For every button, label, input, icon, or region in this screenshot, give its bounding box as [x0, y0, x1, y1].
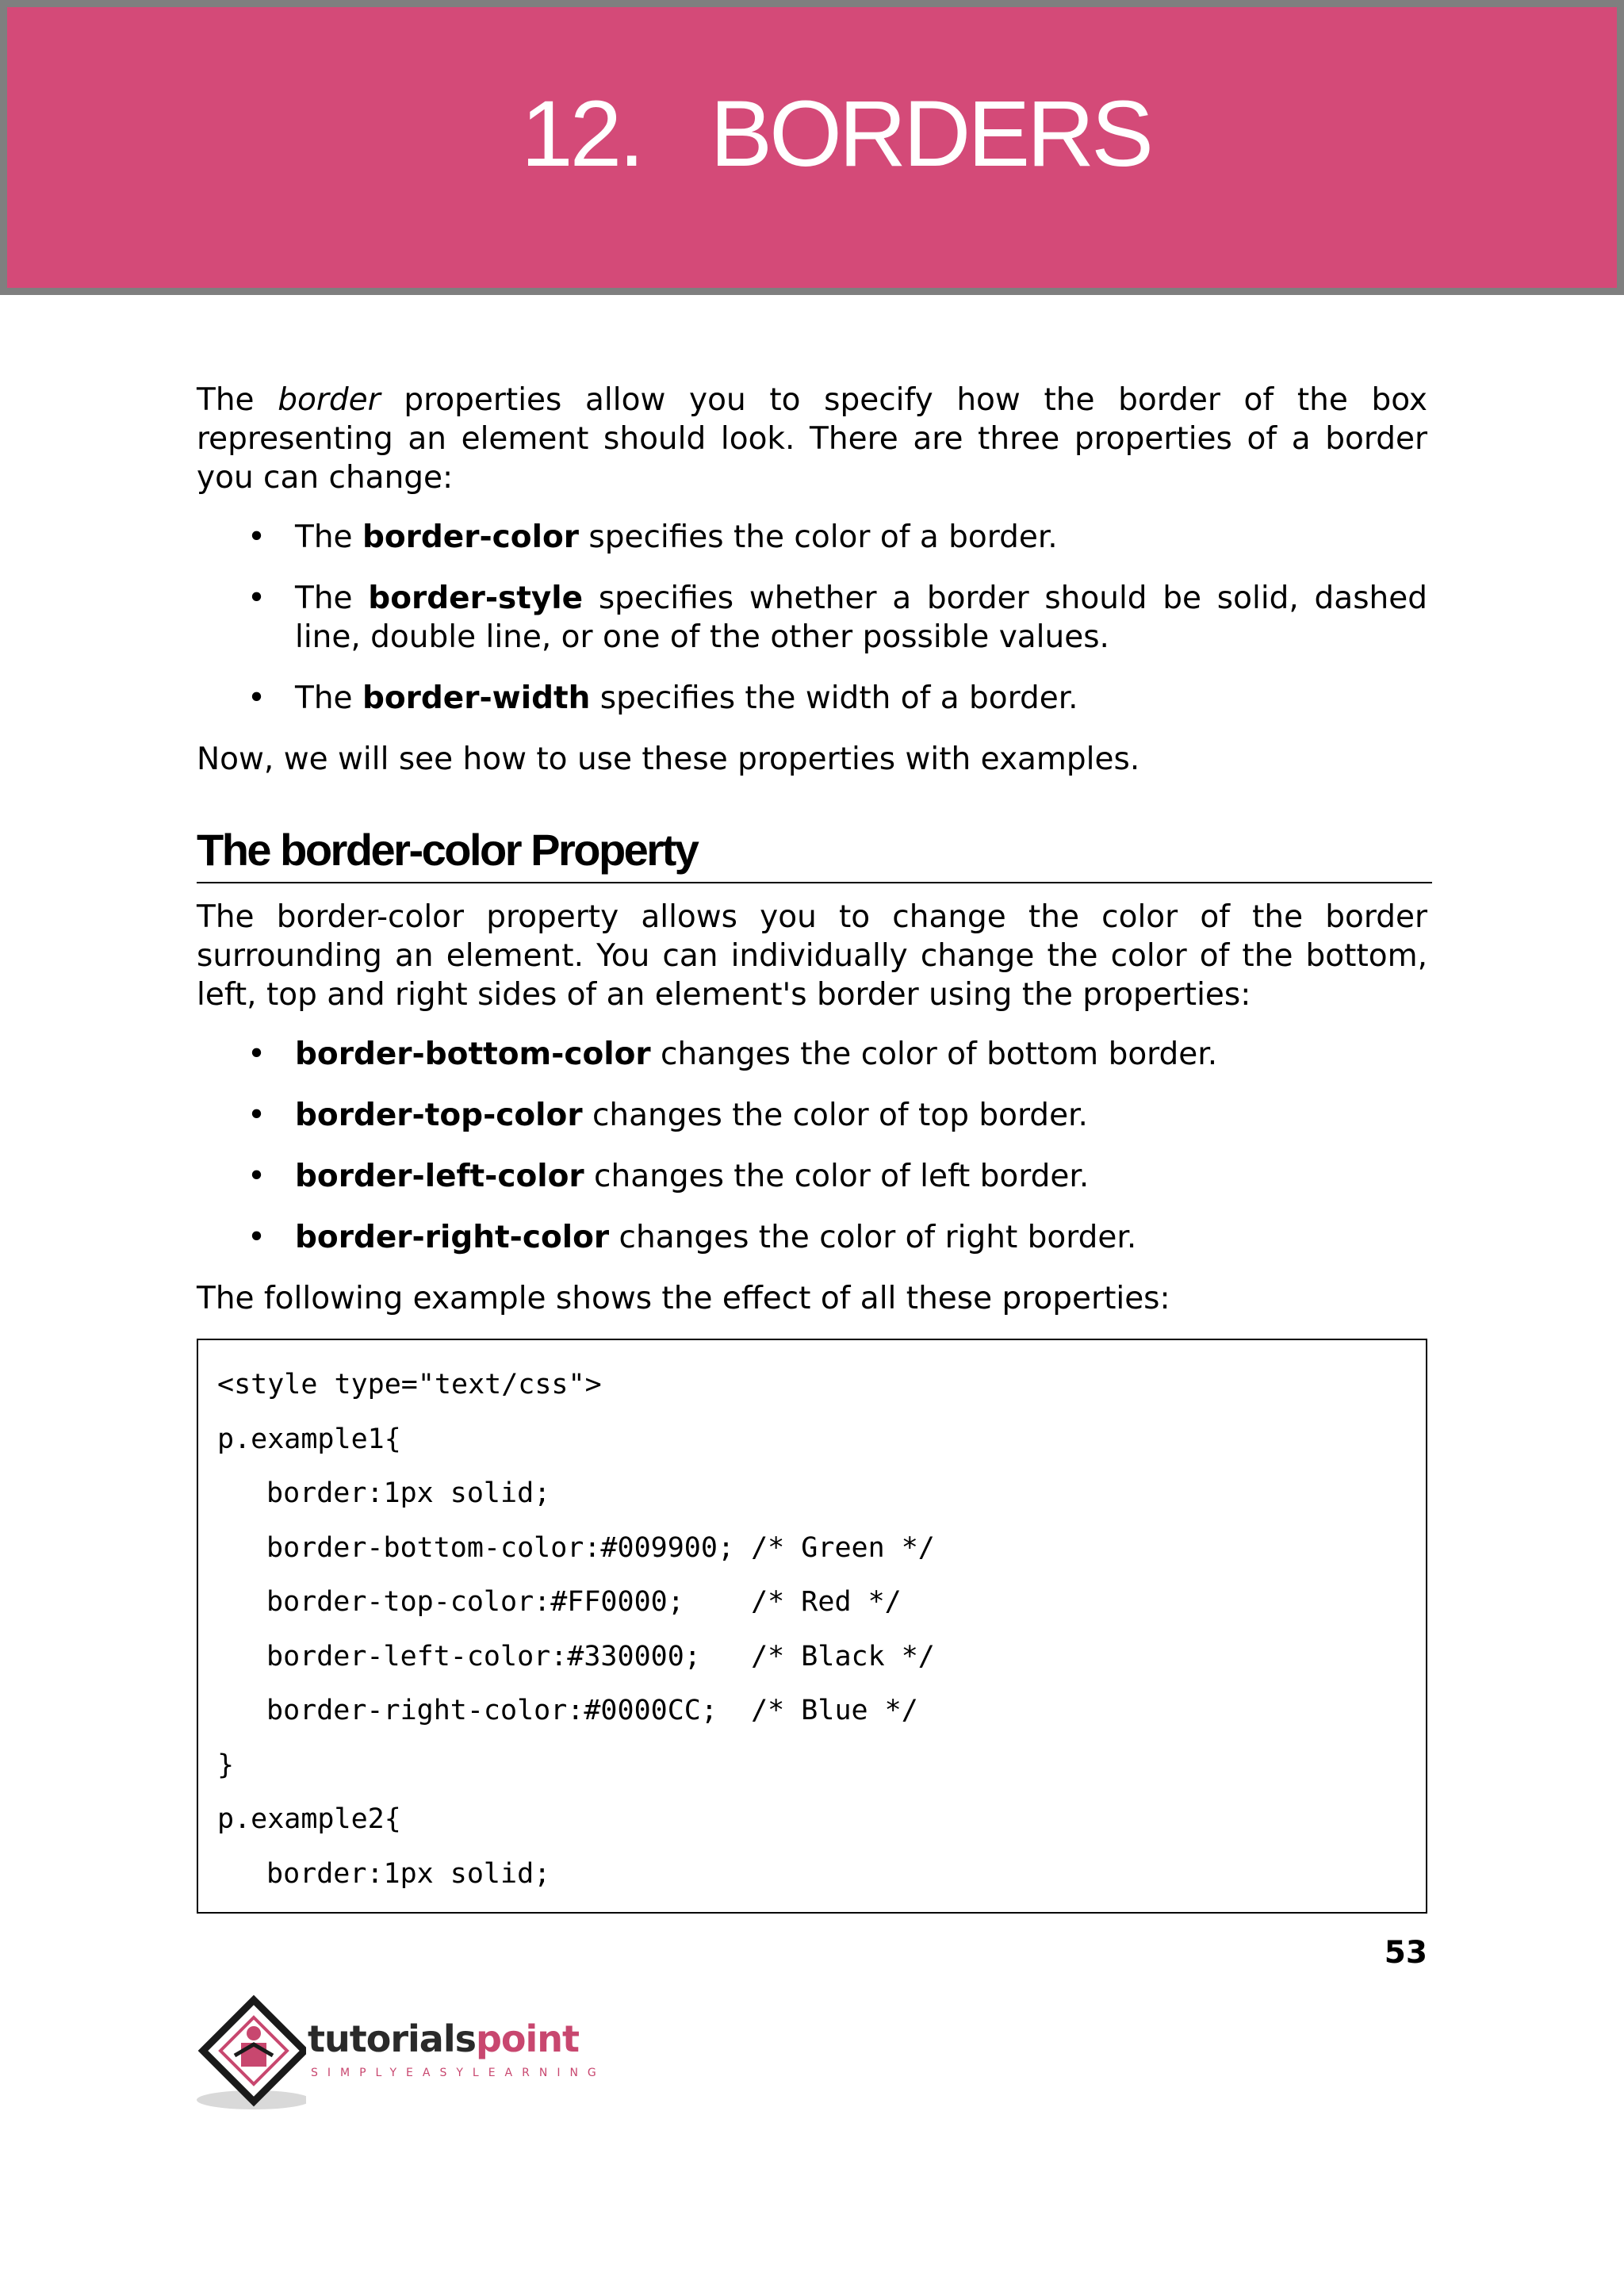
item-pre: The — [295, 519, 362, 555]
page-number: 53 — [1384, 1935, 1427, 1971]
border-color-props-list — [197, 1035, 1427, 1257]
tutorialspoint-logo — [195, 1994, 607, 2113]
list-item — [197, 1157, 1427, 1196]
item-post: specifies the color of a border. — [578, 519, 1058, 555]
item-post: specifies whether a border should be solid, dashed line, double line, or one of the other possible values. — [295, 580, 1427, 655]
item-bold: border-width — [362, 680, 591, 716]
logo-tagline: SIMPLYEASYLEARNING — [311, 2067, 606, 2079]
list-item — [197, 579, 1427, 657]
bullet-icon: • — [247, 519, 266, 555]
bullet-icon: • — [247, 1098, 266, 1133]
code-line: border-top-color:#FF0000; /* Red */ — [266, 1586, 902, 1618]
list-item — [197, 1096, 1427, 1135]
border-properties-list — [197, 518, 1427, 718]
section-heading: The border-color Property — [197, 825, 1432, 883]
intro-text-post: properties allow you to specify how the border of the box representing an element should look. There are three properties of a border you can change: — [197, 382, 1427, 496]
bullet-icon: • — [247, 1036, 266, 1072]
item-post: changes the color of right border. — [609, 1220, 1137, 1255]
item-pre: The — [295, 680, 362, 716]
logo-wordmark — [308, 2017, 579, 2060]
code-block — [197, 1339, 1427, 1914]
code-line: } — [217, 1749, 235, 1781]
now-paragraph: Now, we will see how to use these properties with examples. — [197, 741, 1140, 777]
code-line: border:1px solid; — [266, 1477, 551, 1509]
code-line: border-left-color:#330000; /* Black */ — [266, 1640, 935, 1672]
intro-paragraph — [197, 381, 1427, 497]
chapter-title: 12. BORDERS — [521, 82, 1151, 186]
logo-word-tutorials: tutorials — [308, 2017, 476, 2060]
page-content — [197, 381, 1427, 1914]
bullet-icon: • — [247, 580, 266, 616]
bullet-icon: • — [247, 1220, 266, 1255]
code-line: border:1px solid; — [266, 1857, 551, 1890]
list-item — [197, 518, 1427, 557]
example-intro: The following example shows the effect of all these properties: — [197, 1281, 1170, 1316]
item-bold: border-top-color — [295, 1098, 583, 1133]
logo-diamond-icon — [195, 1994, 306, 2113]
code-line: p.example2{ — [217, 1803, 401, 1835]
item-post: specifies the width of a border. — [590, 680, 1078, 716]
code-line: p.example1{ — [217, 1423, 401, 1455]
bullet-icon: • — [247, 1159, 266, 1194]
list-item — [197, 1218, 1427, 1257]
item-post: changes the color of bottom border. — [650, 1036, 1218, 1072]
list-item — [197, 679, 1427, 718]
code-line: border-bottom-color:#009900; /* Green */ — [266, 1531, 935, 1564]
item-pre: The — [295, 580, 369, 616]
item-bold: border-right-color — [295, 1220, 610, 1255]
chapter-banner — [0, 0, 1624, 295]
item-post: changes the color of left border. — [584, 1159, 1090, 1194]
item-bold: border-style — [368, 580, 584, 616]
intro-text-italic: border — [278, 382, 381, 418]
item-bold: border-bottom-color — [295, 1036, 651, 1072]
code-line: border-right-color:#0000CC; /* Blue */ — [266, 1695, 918, 1726]
code-line: <style type="text/css"> — [217, 1369, 602, 1400]
section-paragraph: The border-color property allows you to change the color of the border surrounding an element. You can individually change the color of the bottom, left, top and right sides of an element's border using the properties: — [197, 899, 1427, 1013]
bullet-icon: • — [247, 680, 266, 716]
item-post: changes the color of top border. — [582, 1098, 1088, 1133]
logo-word-point: point — [475, 2017, 580, 2060]
intro-text-pre: The — [197, 382, 278, 418]
item-bold: border-color — [362, 519, 579, 555]
item-bold: border-left-color — [295, 1159, 584, 1194]
list-item — [197, 1035, 1427, 1074]
